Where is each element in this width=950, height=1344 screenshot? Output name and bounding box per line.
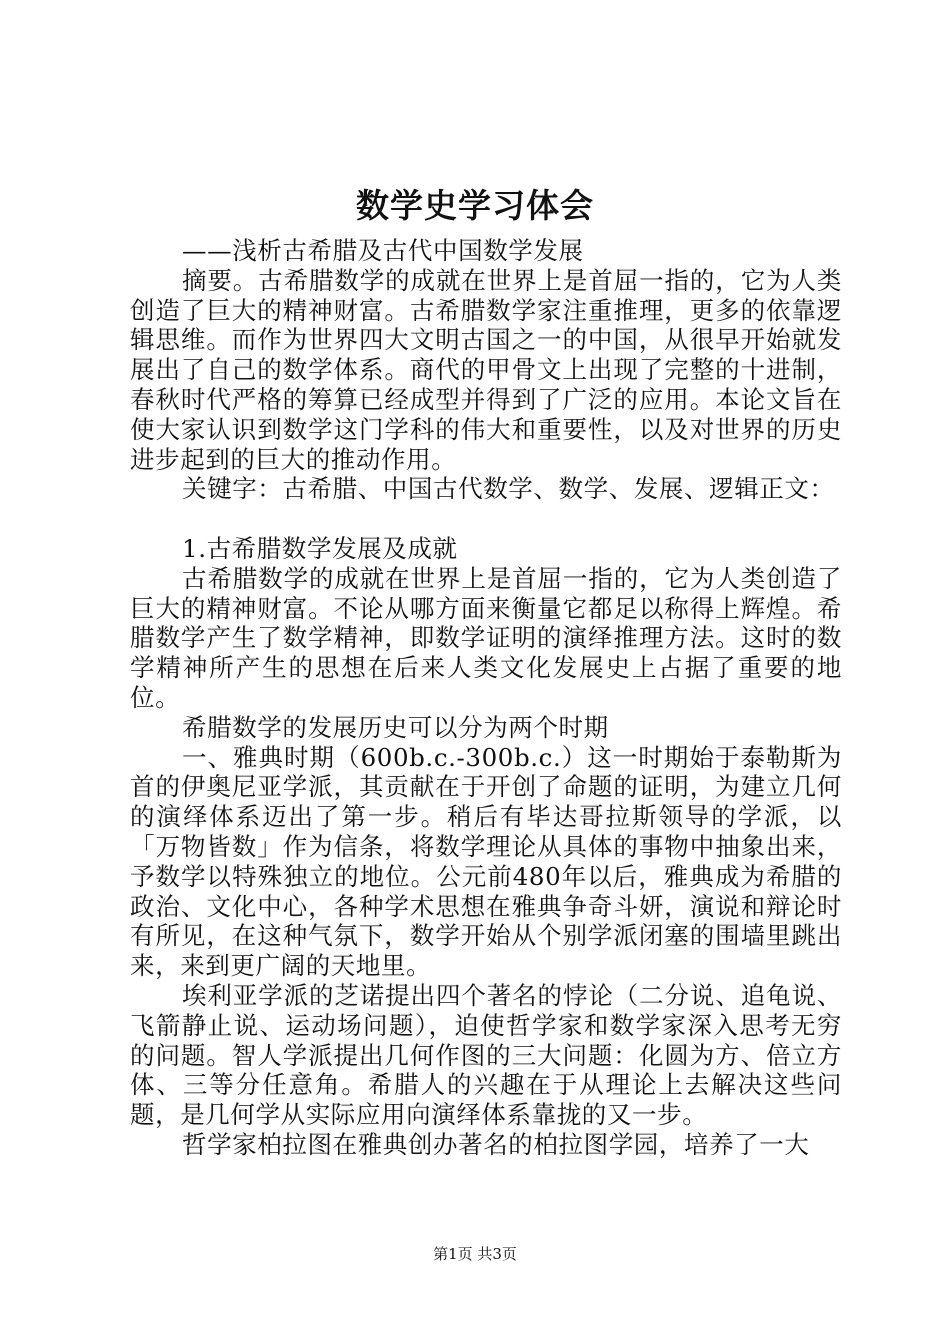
keywords-line: 关键字：古希腊、中国古代数学、数学、发展、逻辑正文： bbox=[182, 474, 835, 504]
body-paragraph: 哲学家柏拉图在雅典创办著名的柏拉图学园，培养了一大 bbox=[182, 1129, 810, 1159]
abstract-paragraph: 摘要。古希腊数学的成就在世界上是首屈一指的，它为人类创造了巨大的精神财富。古希腊数学家注重推理，更多的依靠逻辑思维。而作为世界四大文明古国之一的中国，从很早开始就发展出了自己的数学体系。商代的甲骨文上出现了完整的十进制，春秋时代严格的筹算已经成型并得到了广泛的应用。本论文旨在使大家认识到数学这门学科的伟大和重要性，以及对世界的历史进步起到的巨大的推动作用。 bbox=[130, 265, 842, 474]
body-paragraph: 埃利亚学派的芝诺提出四个著名的悖论（二分说、追龟说、飞箭静止说、运动场问题），迫使哲学家和数学家深入思考无穷的问题。智人学派提出几何作图的三大问题：化圆为方、倍立方体、三等分任意角。希腊人的兴趣在于从理论上去解决这些问题，是几何学从实际应用向演绎体系靠拢的又一步。 bbox=[130, 980, 842, 1130]
subtitle: ——浅析古希腊及古代中国数学发展 bbox=[182, 236, 584, 265]
document-body bbox=[130, 236, 842, 1160]
body-paragraph: 希腊数学的发展历史可以分为两个时期 bbox=[182, 712, 609, 742]
page-footer: 第1页 共3页 bbox=[433, 1245, 517, 1263]
page-title: 数学史学习体会 bbox=[356, 186, 594, 225]
blank-line bbox=[130, 504, 842, 534]
body-paragraph: 一、雅典时期（600b.c.-300b.c.）这一时期始于泰勒斯为首的伊奥尼亚学派，其贡献在于开创了命题的证明，为建立几何的演绎体系迈出了第一步。稍后有毕达哥拉斯领导的学派，以「万物皆数」作为信条，将数学理论从具体的事物中抽象出来，予数学以特殊独立的地位。公元前480年以后，雅典成为希腊的政治、文化中心，各种学术思想在雅典争奇斗妍，演说和辩论时有所见，在这种气氛下，数学开始从个别学派闭塞的围墙里跳出来，来到更广阔的天地里。 bbox=[130, 742, 842, 981]
body-paragraph: 古希腊数学的成就在世界上是首屈一指的，它为人类创造了巨大的精神财富。不论从哪方面来衡量它都足以称得上辉煌。希腊数学产生了数学精神，即数学证明的演绎推理方法。这时的数学精神所产生的思想在后来人类文化发展史上占据了重要的地位。 bbox=[130, 563, 842, 712]
section-heading: 1.古希腊数学发展及成就 bbox=[182, 533, 458, 563]
